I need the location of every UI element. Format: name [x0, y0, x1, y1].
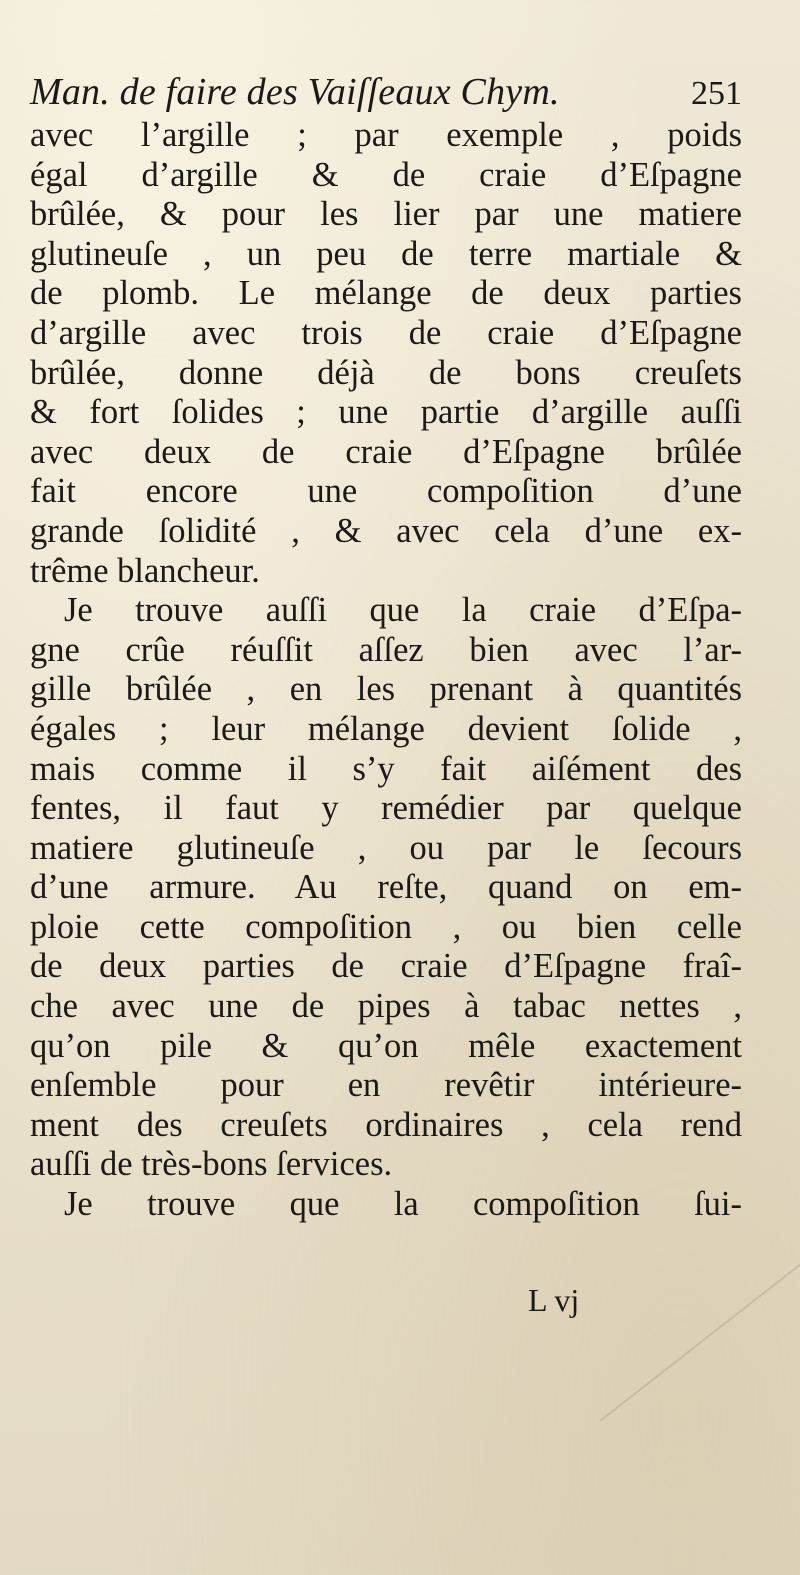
page-number: 251: [691, 75, 742, 112]
text-line: enſemble pour en revêtir intérieure-: [30, 1066, 742, 1105]
text-line: ploie cette compoſition , ou bien celle: [30, 907, 742, 946]
text-line: Je trouve que la compoſition ſui-: [64, 1185, 742, 1224]
running-head: [30, 70, 742, 122]
text-line: d’une armure. Au reſte, quand on em-: [30, 868, 742, 907]
text-line: gille brûlée , en les prenant à quantités: [30, 670, 742, 709]
text-line: mais comme il s’y fait aiſément des: [30, 749, 742, 788]
text-line: ment des creuſets ordinaires , cela rend: [30, 1105, 742, 1144]
body-text: [30, 116, 742, 1225]
text-line: fait encore une compoſition d’une: [30, 472, 742, 511]
paper-crease: [599, 1260, 800, 1422]
text-line: trême blancheur.: [30, 551, 260, 590]
text-line: qu’on pile & qu’on mêle exactement: [30, 1026, 742, 1065]
text-line: glutineuſe , un peu de terre martiale &: [30, 234, 742, 273]
text-line: & fort ſolides ; une partie d’argille auſſi: [30, 393, 742, 432]
text-line: avec l’argille ; par exemple , poids: [30, 116, 742, 154]
text-line: matiere glutineuſe , ou par le ſecours: [30, 828, 742, 867]
text-line: brûlée, & pour les lier par une matiere: [30, 195, 742, 234]
text-line: grande ſolidité , & avec cela d’une ex-: [30, 511, 742, 550]
text-line: d’argille avec trois de craie d’Eſpagne: [30, 313, 742, 352]
running-title: Man. de faire des Vaiſſeaux Chym.: [30, 71, 560, 113]
signature-mark: L vj: [528, 1282, 580, 1318]
text-line: fentes, il faut y remédier par quelque: [30, 789, 742, 828]
text-line: Je trouve auſſi que la craie d’Eſpa-: [64, 591, 742, 630]
text-line: che avec une de pipes à tabac nettes ,: [30, 987, 742, 1026]
text-line: de deux parties de craie d’Eſpagne fraî-: [30, 947, 742, 986]
text-line: auſſi de très-bons ſervices.: [30, 1145, 393, 1184]
text-line: brûlée, donne déjà de bons creuſets: [30, 353, 742, 392]
text-line: avec deux de craie d’Eſpagne brûlée: [30, 432, 742, 471]
text-line: égal d’argille & de craie d’Eſpagne: [30, 155, 742, 194]
text-line: de plomb. Le mélange de deux parties: [30, 274, 742, 313]
text-line: gne crûe réuſſit aſſez bien avec l’ar-: [30, 630, 742, 669]
text-line: égales ; leur mélange devient ſolide ,: [30, 709, 742, 748]
